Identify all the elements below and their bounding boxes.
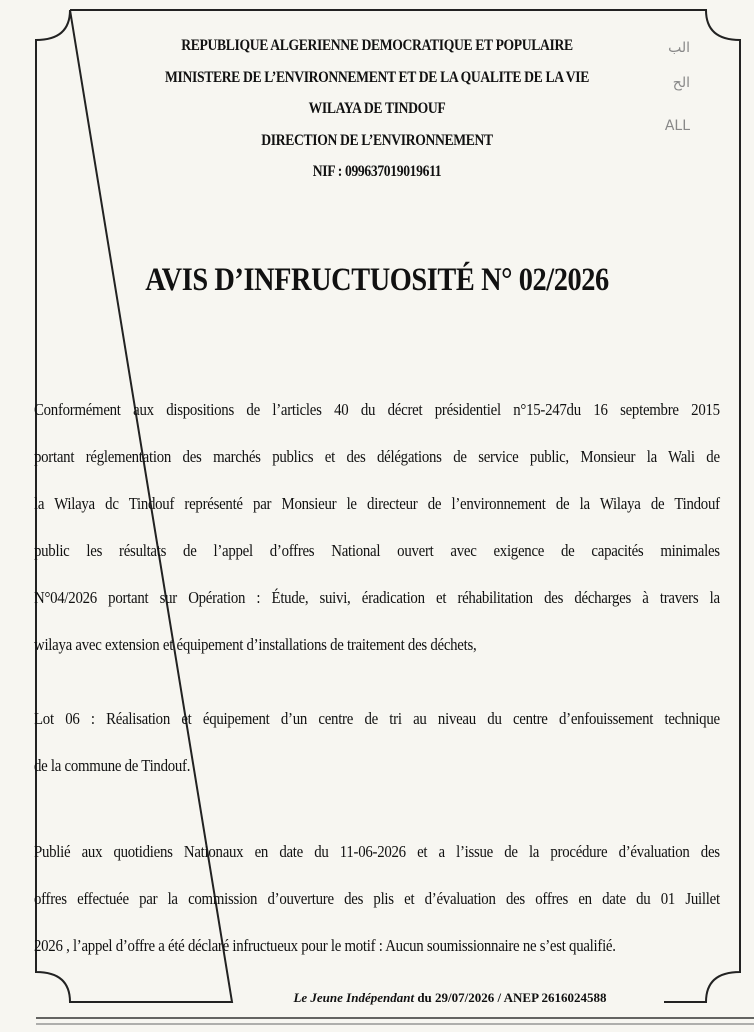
header-direction: DIRECTION DE L’ENVIRONNEMENT [261,131,493,149]
paragraph-3-line: Publié aux quotidiens Nationaux en date du 11-06-2026 et a l’issue de la procédure d’évaluation des [34,842,720,861]
publication-name: Le Jeune Indépendant [293,990,415,1005]
header-nif: NIF : 099637019019611 [312,163,442,180]
header-republic: REPUBLIQUE ALGERIENNE DEMOCRATIQUE ET POPULAIRE [181,37,573,54]
paragraph-1 [34,386,720,668]
paragraph-2 [34,695,720,789]
paragraph-1-line: public les résultats de l’appel d’offres National ouvert avec exigence de capacités minimales [34,541,720,560]
paragraph-1-line: la Wilaya dc Tindouf représenté par Monsieur le directeur de l’environnement de la Wilaya de Tindouf [34,494,720,513]
header-ministry: MINISTERE DE L’ENVIRONNEMENT ET DE LA QUALITE DE LA VIE [165,68,589,86]
paragraph-1-line: Conformément aux dispositions de l’articles 40 du décret présidentiel n°15-247du 16 septembre 2015 [34,400,720,419]
paragraph-3-line: 2026 , l’appel d’offre a été déclaré infructueux pour le motif : Aucun soumissionnaire ne s’est qualifié. [34,936,616,955]
publication-footer [240,990,660,1006]
paragraph-2-line: de la commune de Tindouf. [34,756,191,775]
paragraph-2-line: Lot 06 : Réalisation et équipement d’un centre de tri au niveau du centre d’enfouissement technique [34,709,720,728]
paragraph-1-line: N°04/2026 portant sur Opération : Étude, suivi, éradication et réhabilitation des décharges à travers la [34,588,720,607]
paragraph-3-line: offres effectuée par la commission d’ouverture des plis et d’évaluation des offres en date du 01 Juillet [34,889,720,908]
notice-title: AVIS D’INFRUCTUOSITÉ N° 02/2026 [145,262,609,298]
paragraph-3 [34,828,720,969]
paragraph-1-line: wilaya avec extension et équipement d’installations de traitement des déchets, [34,635,477,654]
publication-details: du 29/07/2026 / ANEP 2616024588 [414,990,607,1005]
margin-mark-1: الب [668,40,690,56]
paragraph-1-line: portant réglementation des marchés publics et des délégations de service public, Monsieur la Wali de [34,447,720,466]
margin-mark-3: ALL [664,118,690,134]
notice-header [116,30,639,188]
header-wilaya: WILAYA DE TINDOUF [308,100,446,117]
margin-mark-2: الح [672,75,690,91]
